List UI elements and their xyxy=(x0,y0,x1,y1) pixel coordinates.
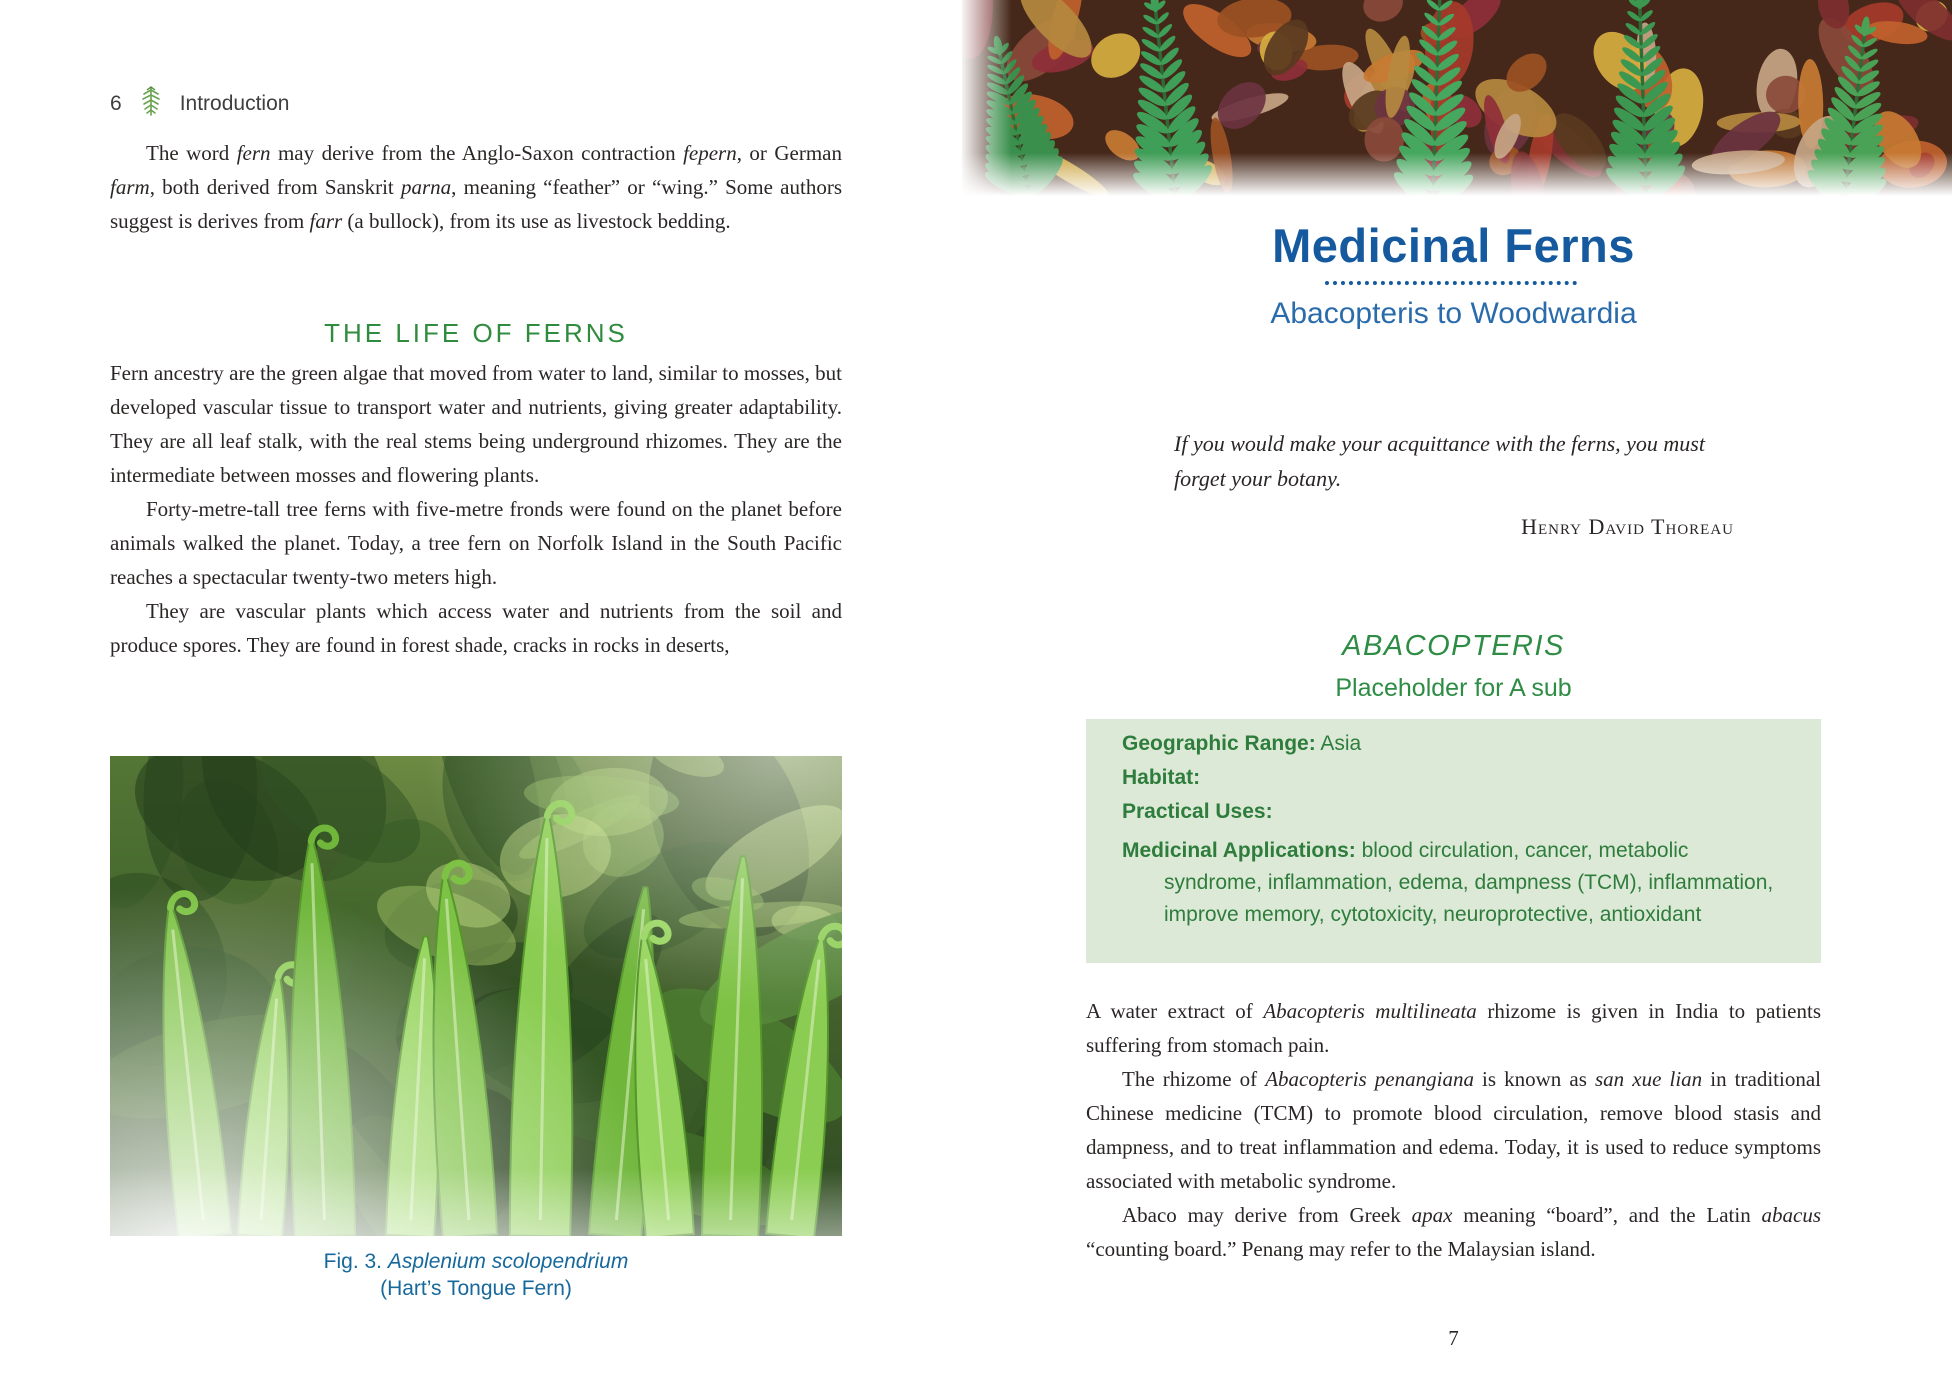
right-page-number: 7 xyxy=(1448,1326,1459,1350)
left-header-label: Introduction xyxy=(179,92,290,115)
chapter-header-photo xyxy=(962,0,1952,196)
genus-subheading: Placeholder for A sub xyxy=(1335,674,1572,702)
epigraph-quote xyxy=(1174,426,1734,544)
fern-sprig-icon xyxy=(139,84,163,124)
chapter-title: Medicinal Ferns xyxy=(1272,219,1635,272)
epigraph-text: If you would make your acquittance with the ferns, you must forget your botany. xyxy=(1174,431,1705,491)
info-row-practical-uses: Practical Uses: xyxy=(1122,800,1273,823)
intro-paragraph-1 xyxy=(110,136,842,238)
chapter-subtitle: Abacopteris to Woodwardia xyxy=(1270,297,1637,330)
info-row-medicinal-applications: Medicinal Applications: blood circulation, cancer, metabolic syndrome, inflammation, edema, dampness (TCM), inflammation, improve memory, cytotoxicity, neuroprotective, antioxidant xyxy=(1122,839,1774,926)
intro-paragraphs-2-4 xyxy=(110,356,842,662)
section-heading-life-of-ferns: THE LIFE OF FERNS xyxy=(324,318,628,348)
left-page-number: 6 xyxy=(110,92,122,115)
figure-caption-line1: Fig. 3. Asplenium scolopendrium xyxy=(323,1250,629,1273)
genus-heading: ABACOPTERIS xyxy=(1342,630,1565,662)
genus-info-box xyxy=(1086,719,1821,963)
figure-caption xyxy=(110,1248,842,1302)
paragraph-text: Forty-metre-tall tree ferns with five-metre fronds were found on the planet before animals walked the planet. Today, a tree fern on Norfolk Island in the South Pacific reaches a spectacular twenty-two meters high. xyxy=(110,497,842,589)
paragraph-text: The rhizome of Abacopteris penangiana is known as san xue lian in traditional Chinese medicine (TCM) to promote blood circulation, remove blood stasis and dampness, and to treat inflammation and edema. Today, it is used to reduce symptoms associated with metabolic syndrome. xyxy=(1086,1067,1821,1193)
info-row-geographic-range: Geographic Range: Asia xyxy=(1122,732,1362,755)
genus-body-text xyxy=(1086,994,1821,1266)
paragraph-text: A water extract of Abacopteris multilineata rhizome is given in India to patients suffering from stomach pain. xyxy=(1086,999,1821,1057)
info-row-habitat: Habitat: xyxy=(1122,766,1201,789)
paragraph-text: The word fern may derive from the Anglo-Saxon contraction fepern, or German farm, both derived from Sanskrit parna, meaning “feather” or “wing.” Some authors suggest is derives from farr (a bullock), from its use as livestock bedding. xyxy=(110,141,842,233)
paragraph-text: They are vascular plants which access water and nutrients from the soil and produce spores. They are found in forest shade, cracks in rocks in deserts, xyxy=(110,599,842,657)
epigraph-attribution: Henry David Thoreau xyxy=(1521,514,1734,539)
figure-photo-harts-tongue-fern xyxy=(110,756,842,1236)
figure-caption-line2: (Hart’s Tongue Fern) xyxy=(380,1277,572,1300)
paragraph-text: Abaco may derive from Greek apax meaning “board”, and the Latin abacus “counting board.” Penang may refer to the Malaysian island. xyxy=(1086,1203,1821,1261)
dotted-rule xyxy=(1325,281,1577,285)
paragraph-text: Fern ancestry are the green algae that moved from water to land, similar to mosses, but developed vascular tissue to transport water and nutrients, giving greater adaptability. They are all leaf stalk, with the real stems being underground rhizomes. They are the intermediate between mosses and flowering plants. xyxy=(110,361,842,487)
left-running-header xyxy=(110,84,842,124)
